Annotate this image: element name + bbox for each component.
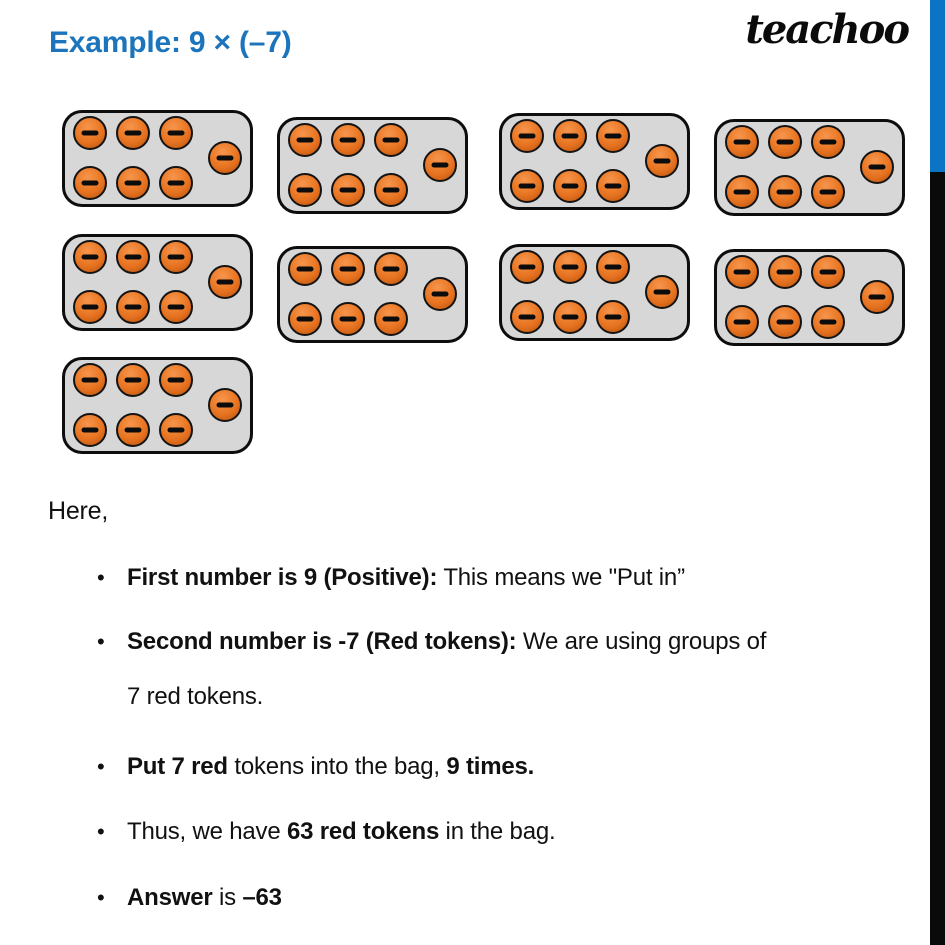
minus-icon (777, 320, 794, 325)
minus-icon (734, 140, 751, 145)
red-token (725, 125, 759, 159)
minus-icon (125, 255, 142, 260)
red-token (811, 305, 845, 339)
minus-icon (82, 428, 99, 433)
red-token (116, 363, 150, 397)
red-token (423, 148, 457, 182)
minus-icon (82, 305, 99, 310)
minus-icon (734, 190, 751, 195)
red-token (73, 290, 107, 324)
minus-icon (340, 267, 357, 272)
bullet-regular-text: This means we "Put in” (437, 564, 685, 591)
minus-icon (820, 270, 837, 275)
bullet-regular-text: Thus, we have (127, 818, 287, 845)
red-token (208, 388, 242, 422)
red-token (811, 125, 845, 159)
bullet-text-answer (127, 870, 927, 925)
minus-icon (125, 131, 142, 136)
page-title: Example: 9 × (–7) (49, 26, 292, 59)
red-token (208, 265, 242, 299)
token-group (499, 244, 690, 341)
minus-icon (605, 265, 622, 270)
red-token (159, 290, 193, 324)
red-token (553, 250, 587, 284)
minus-icon (777, 270, 794, 275)
minus-icon (297, 188, 314, 193)
red-token (159, 363, 193, 397)
red-token (860, 280, 894, 314)
red-token (116, 116, 150, 150)
edge-accent-bar-blue (930, 0, 945, 172)
bullet-bold-text: Second number is -7 (Red tokens): (127, 628, 517, 655)
minus-icon (869, 295, 886, 300)
red-token (159, 240, 193, 274)
red-token (116, 166, 150, 200)
bullet-bold-text: First number is 9 (Positive): (127, 564, 438, 591)
minus-icon (562, 184, 579, 189)
red-token (725, 175, 759, 209)
minus-icon (605, 315, 622, 320)
minus-icon (297, 267, 314, 272)
teachoo-logo: teachoo (745, 6, 908, 53)
minus-icon (654, 290, 671, 295)
red-token (73, 166, 107, 200)
red-token (553, 300, 587, 334)
red-token (288, 302, 322, 336)
minus-icon (297, 138, 314, 143)
minus-icon (82, 255, 99, 260)
bullet-text-first-number (127, 550, 927, 605)
minus-icon (82, 378, 99, 383)
minus-icon (654, 159, 671, 164)
token-group (499, 113, 690, 210)
minus-icon (168, 378, 185, 383)
red-token (116, 413, 150, 447)
minus-icon (168, 428, 185, 433)
minus-icon (562, 134, 579, 139)
minus-icon (168, 305, 185, 310)
bullet-bold-text: Answer (127, 884, 213, 911)
red-token (645, 144, 679, 178)
bullet-text-total-tokens (127, 804, 927, 859)
red-token (288, 173, 322, 207)
red-token (423, 277, 457, 311)
red-token (768, 305, 802, 339)
minus-icon (383, 317, 400, 322)
bullet-text-second-number (127, 614, 927, 724)
minus-icon (82, 181, 99, 186)
bullet-marker: • (97, 565, 105, 590)
minus-icon (777, 190, 794, 195)
red-token (768, 255, 802, 289)
token-group (62, 110, 253, 207)
red-token (288, 252, 322, 286)
bullet-marker: • (97, 754, 105, 779)
minus-icon (168, 255, 185, 260)
red-token (374, 252, 408, 286)
minus-icon (519, 184, 536, 189)
red-token (331, 302, 365, 336)
bullet-regular-text-line2: 7 red tokens. (127, 683, 264, 710)
minus-icon (562, 315, 579, 320)
minus-icon (777, 140, 794, 145)
bullet-bold-text: Put 7 red (127, 753, 228, 780)
minus-icon (217, 280, 234, 285)
minus-icon (734, 270, 751, 275)
minus-icon (432, 163, 449, 168)
bullet-regular-text: tokens into the bag, (227, 753, 447, 780)
edge-accent-bar-black (930, 172, 945, 945)
token-group (62, 234, 253, 331)
red-token (596, 250, 630, 284)
minus-icon (519, 315, 536, 320)
minus-icon (383, 188, 400, 193)
red-token (811, 175, 845, 209)
red-token (374, 123, 408, 157)
minus-icon (605, 184, 622, 189)
bullet-regular-text: is (212, 884, 243, 911)
red-token (596, 119, 630, 153)
minus-icon (340, 138, 357, 143)
bullet-bold-text: 63 red tokens (286, 818, 440, 845)
minus-icon (562, 265, 579, 270)
bullet-regular-text: in the bag. (439, 818, 556, 845)
red-token (374, 173, 408, 207)
red-token (768, 125, 802, 159)
red-token (208, 141, 242, 175)
red-token (860, 150, 894, 184)
red-token (725, 305, 759, 339)
red-token (553, 119, 587, 153)
minus-icon (217, 403, 234, 408)
red-token (116, 290, 150, 324)
red-token (811, 255, 845, 289)
red-token (159, 413, 193, 447)
bullet-marker: • (97, 819, 105, 844)
minus-icon (519, 134, 536, 139)
red-token (768, 175, 802, 209)
red-token (73, 240, 107, 274)
minus-icon (432, 292, 449, 297)
minus-icon (125, 181, 142, 186)
red-token (159, 116, 193, 150)
minus-icon (297, 317, 314, 322)
red-token (159, 166, 193, 200)
minus-icon (383, 267, 400, 272)
intro-text: Here, (48, 497, 109, 525)
minus-icon (383, 138, 400, 143)
red-token (374, 302, 408, 336)
minus-icon (820, 320, 837, 325)
red-token (331, 173, 365, 207)
red-token (510, 250, 544, 284)
minus-icon (168, 181, 185, 186)
red-token (510, 119, 544, 153)
red-token (553, 169, 587, 203)
minus-icon (82, 131, 99, 136)
minus-icon (125, 305, 142, 310)
minus-icon (605, 134, 622, 139)
bullet-text-put-tokens (127, 739, 927, 794)
red-token (510, 300, 544, 334)
red-token (73, 116, 107, 150)
bullet-bold-text: –63 (242, 884, 282, 911)
minus-icon (869, 165, 886, 170)
token-group (62, 357, 253, 454)
red-token (116, 240, 150, 274)
token-group (277, 117, 468, 214)
token-group (714, 249, 905, 346)
bullet-marker: • (97, 885, 105, 910)
token-group (714, 119, 905, 216)
bullet-bold-text: 9 times. (446, 753, 535, 780)
red-token (725, 255, 759, 289)
bullet-regular-text: We are using groups of (516, 628, 767, 655)
bullet-marker: • (97, 629, 105, 654)
minus-icon (125, 428, 142, 433)
red-token (596, 300, 630, 334)
minus-icon (125, 378, 142, 383)
minus-icon (340, 317, 357, 322)
minus-icon (519, 265, 536, 270)
minus-icon (820, 190, 837, 195)
red-token (510, 169, 544, 203)
red-token (331, 252, 365, 286)
minus-icon (168, 131, 185, 136)
token-group (277, 246, 468, 343)
minus-icon (734, 320, 751, 325)
minus-icon (217, 156, 234, 161)
minus-icon (340, 188, 357, 193)
red-token (73, 413, 107, 447)
red-token (288, 123, 322, 157)
red-token (331, 123, 365, 157)
red-token (596, 169, 630, 203)
red-token (645, 275, 679, 309)
red-token (73, 363, 107, 397)
minus-icon (820, 140, 837, 145)
